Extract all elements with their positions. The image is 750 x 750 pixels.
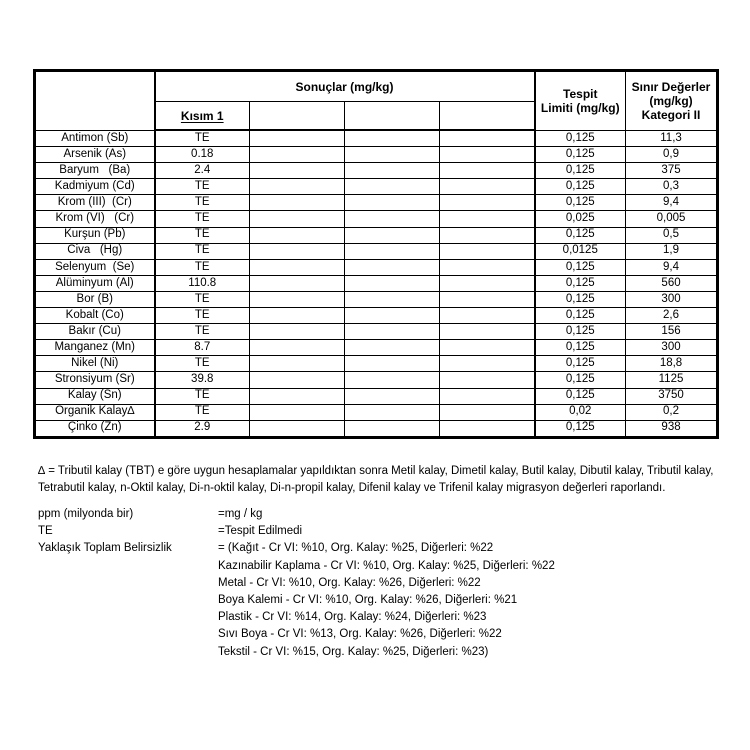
footnote: ∆ = Tributil kalay (TBT) e göre uygun hesaplamalar yapıldıktan sonra Metil kalay, Dimetil kalay, Butil kalay, Dibutil kalay, Tributil kalay, Tetrabutil kalay, n-Oktil kalay, Di-n-oktil kalay, Di-n-propil kalay, Difenil kalay ve Trifenil kalay migrasyon değerleri raporlandı. [38,465,714,494]
table-row [35,340,718,356]
detection-limit-value: 0,125 [535,259,626,275]
detection-limit-header-line1: Tespit [563,86,598,101]
element-name: Arsenik (As) [35,147,155,163]
detection-limit-value: 0,025 [535,211,626,227]
table-row [35,259,718,275]
table-row [35,179,718,195]
kisim3-value [345,291,440,307]
kisim3-value [345,404,440,420]
detection-limit-value: 0,125 [535,388,626,404]
kisim3-value [345,227,440,243]
detection-limit-header [535,71,626,131]
kisim3-value [345,163,440,179]
detection-limit-value: 0,0125 [535,243,626,259]
kisim2-value [250,275,345,291]
results-table-body [35,130,718,437]
limit-values-header-line3: Kategori II [641,107,701,122]
kisim4-value [440,147,535,163]
limit-value: 0,9 [626,147,718,163]
uncertainty-line: Plastik - Cr VI: %14, Org. Kalay: %24, Diğerleri: %23 [218,611,487,624]
kisim1-value: TE [155,308,250,324]
limit-value: 1125 [626,372,718,388]
kisim1-header [155,102,250,131]
element-name: Alüminyum (Al) [35,275,155,291]
kisim2-value [250,404,345,420]
kisim2-value [250,130,345,147]
element-name: Bakır (Cu) [35,324,155,340]
element-name: Kadmiyum (Cd) [35,179,155,195]
kisim4-header [440,102,535,131]
kisim4-value [440,388,535,404]
kisim3-value [345,420,440,437]
kisim1-value: TE [155,356,250,372]
kisim2-header [250,102,345,131]
kisim2-value [250,356,345,372]
uncertainty-line: Sıvı Boya - Cr VI: %13, Org. Kalay: %26, Diğerleri: %22 [218,628,502,641]
kisim2-value [250,372,345,388]
limit-values-header-line1: Sınır Değerler [631,79,711,94]
detection-limit-value: 0,125 [535,195,626,211]
element-name: Manganez (Mn) [35,340,155,356]
kisim4-value [440,420,535,437]
limit-value: 156 [626,324,718,340]
element-name: Krom (VI) (Cr) [35,211,155,227]
results-header: Sonuçlar (mg/kg) [155,71,535,102]
kisim3-value [345,324,440,340]
table-row [35,275,718,291]
kisim4-value [440,195,535,211]
uncertainty-line: Metal - Cr VI: %10, Org. Kalay: %26, Diğerleri: %22 [218,576,481,589]
kisim1-value: 2.9 [155,420,250,437]
table-row [35,388,718,404]
kisim1-value: 8.7 [155,340,250,356]
kisim1-value: TE [155,195,250,211]
kisim3-value [345,211,440,227]
limit-value: 9,4 [626,195,718,211]
kisim4-value [440,404,535,420]
limit-values-header-line2: (mg/kg) [649,93,693,108]
kisim4-value [440,130,535,147]
kisim4-value [440,243,535,259]
table-row [35,420,718,437]
element-name: Baryum (Ba) [35,163,155,179]
element-name: Kurşun (Pb) [35,227,155,243]
limit-value: 3750 [626,388,718,404]
definition-value: =Tespit Edilmedi [218,525,303,538]
kisim2-value [250,291,345,307]
table-row [35,356,718,372]
table-row [35,195,718,211]
kisim3-value [345,243,440,259]
kisim4-value [440,227,535,243]
table-row [35,243,718,259]
kisim2-value [250,308,345,324]
kisim4-value [440,308,535,324]
detection-limit-value: 0,125 [535,163,626,179]
detection-limit-value: 0,125 [535,227,626,243]
limit-value: 300 [626,291,718,307]
table-row [35,324,718,340]
corner-cell [35,71,155,131]
kisim1-value: TE [155,324,250,340]
kisim3-value [345,195,440,211]
limit-value: 300 [626,340,718,356]
limit-value: 0,5 [626,227,718,243]
kisim1-value: TE [155,211,250,227]
definition-term: Yaklaşık Toplam Belirsizlik [38,542,172,555]
detection-limit-value: 0,125 [535,130,626,147]
uncertainty-line: Kazınabilir Kaplama - Cr VI: %10, Org. Kalay: %25, Diğerleri: %22 [218,559,555,572]
kisim1-value: 0.18 [155,147,250,163]
kisim4-value [440,356,535,372]
detection-limit-value: 0,02 [535,404,626,420]
results-table-wrap [33,69,719,439]
detection-limit-value: 0,125 [535,324,626,340]
kisim1-value: TE [155,404,250,420]
kisim4-value [440,179,535,195]
element-name: Çinko (Zn) [35,420,155,437]
limit-value: 18,8 [626,356,718,372]
table-row [35,227,718,243]
kisim2-value [250,388,345,404]
limit-value: 0,3 [626,179,718,195]
kisim3-value [345,275,440,291]
kisim3-value [345,340,440,356]
kisim4-value [440,163,535,179]
limit-value: 560 [626,275,718,291]
table-row [35,163,718,179]
element-name: Kobalt (Co) [35,308,155,324]
limit-values-header [626,71,718,131]
kisim2-value [250,340,345,356]
table-row [35,291,718,307]
kisim3-value [345,147,440,163]
element-name: Civa (Hg) [35,243,155,259]
kisim1-value: TE [155,259,250,275]
kisim4-value [440,291,535,307]
element-name: Antimon (Sb) [35,130,155,147]
element-name: Selenyum (Se) [35,259,155,275]
kisim4-value [440,324,535,340]
results-table [33,69,719,439]
definition-row-te [38,523,720,540]
kisim3-value [345,308,440,324]
detection-limit-value: 0,125 [535,420,626,437]
detection-limit-value: 0,125 [535,291,626,307]
element-name: Nikel (Ni) [35,356,155,372]
limit-value: 11,3 [626,130,718,147]
kisim2-value [250,420,345,437]
kisim3-header [345,102,440,131]
kisim2-value [250,195,345,211]
table-row [35,147,718,163]
definition-value [218,540,720,660]
table-row [35,308,718,324]
kisim4-value [440,340,535,356]
limit-value: 1,9 [626,243,718,259]
kisim3-value [345,356,440,372]
element-name: Krom (III) (Cr) [35,195,155,211]
kisim1-value: TE [155,388,250,404]
kisim4-value [440,211,535,227]
kisim3-value [345,179,440,195]
kisim1-value: TE [155,291,250,307]
results-table-head [35,71,718,131]
table-row [35,404,718,420]
table-row [35,211,718,227]
kisim3-value [345,130,440,147]
element-name: Bor (B) [35,291,155,307]
kisim1-value: 110.8 [155,275,250,291]
detection-limit-value: 0,125 [535,147,626,163]
limit-value: 9,4 [626,259,718,275]
kisim2-value [250,147,345,163]
limit-value: 0,2 [626,404,718,420]
element-name: Stronsiyum (Sr) [35,372,155,388]
kisim2-value [250,243,345,259]
definition-row-uncertainty [38,540,720,660]
element-name: Organik Kalay∆ [35,404,155,420]
detection-limit-value: 0,125 [535,372,626,388]
kisim4-value [440,372,535,388]
kisim2-value [250,227,345,243]
uncertainty-lines [218,558,720,661]
kisim2-value [250,211,345,227]
kisim2-value [250,179,345,195]
kisim3-value [345,372,440,388]
limit-value: 938 [626,420,718,437]
kisim1-value: 39.8 [155,372,250,388]
kisim2-value [250,163,345,179]
kisim3-value [345,388,440,404]
table-row [35,372,718,388]
header-row-top [35,71,718,102]
kisim2-value [250,324,345,340]
kisim3-value [345,259,440,275]
definition-value: =mg / kg [218,508,263,520]
kisim4-value [440,259,535,275]
detection-limit-value: 0,125 [535,275,626,291]
detection-limit-value: 0,125 [535,308,626,324]
uncertainty-line-first: = (Kağıt - Cr VI: %10, Org. Kalay: %25, Diğerleri: %22 [218,542,494,555]
kisim1-value: TE [155,179,250,195]
kisim4-value [440,275,535,291]
definition-term: TE [38,525,53,538]
kisim1-value: TE [155,227,250,243]
limit-value: 375 [626,163,718,179]
table-row [35,130,718,147]
detection-limit-value: 0,125 [535,340,626,356]
kisim1-value: TE [155,130,250,147]
uncertainty-line: Tekstil - Cr VI: %15, Org. Kalay: %25, Diğerleri: %23) [218,645,489,658]
kisim1-value: 2.4 [155,163,250,179]
kisim2-value [250,259,345,275]
limit-value: 0,005 [626,211,718,227]
detection-limit-header-line2: Limiti (mg/kg) [540,100,620,115]
detection-limit-value: 0,125 [535,179,626,195]
uncertainty-line: Boya Kalemi - Cr VI: %10, Org. Kalay: %26, Diğerleri: %21 [218,594,518,607]
kisim1-value: TE [155,243,250,259]
definitions [38,506,720,661]
limit-value: 2,6 [626,308,718,324]
detection-limit-value: 0,125 [535,356,626,372]
kisim1-header-label: Kısım 1 [180,108,224,123]
definition-row-ppm [38,506,720,523]
element-name: Kalay (Sn) [35,388,155,404]
definition-term: ppm (milyonda bir) [38,508,134,520]
